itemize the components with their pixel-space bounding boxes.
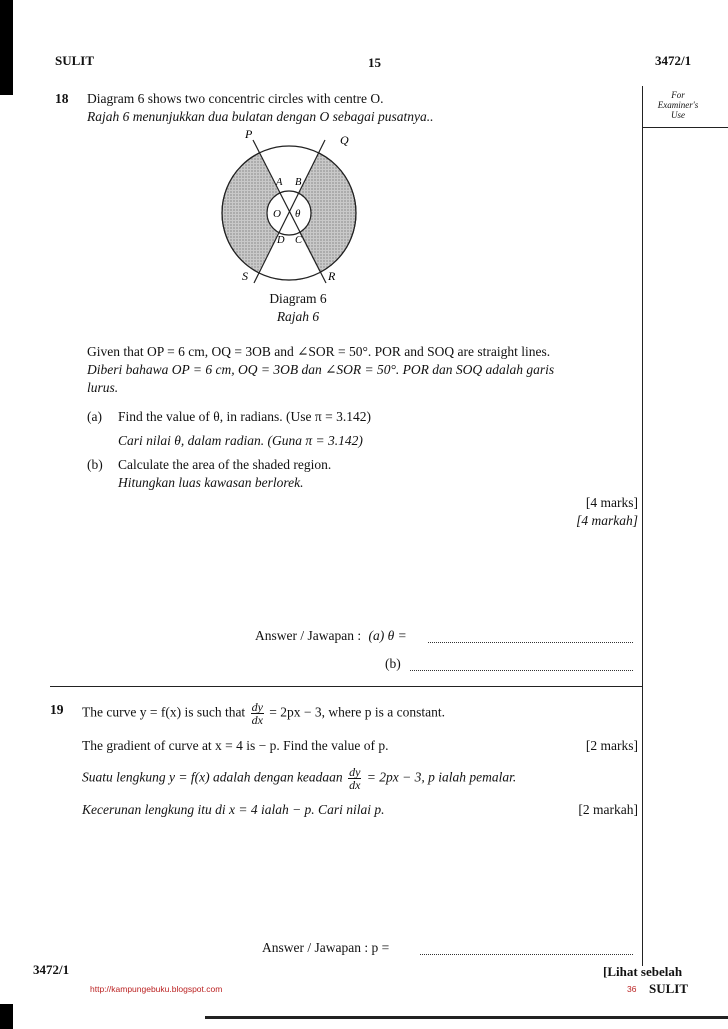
q18-given-my-1: Diberi bahawa OP = 6 cm, OQ = 3OB dan ∠SOR = 50°. POR dan SOQ adalah garis bbox=[87, 362, 555, 377]
q18-part-b-en: Calculate the area of the shaded region. bbox=[118, 457, 332, 472]
label-q: Q bbox=[340, 133, 349, 147]
dy-dx-fraction-my: $\frac{dy}{dx}$ bbox=[349, 765, 361, 792]
dy-dx-fraction: $\frac{dy}{dx}$ bbox=[251, 700, 263, 727]
q18-given-en: Given that OP = 6 cm, OQ = 3OB and ∠SOR = 50°. POR and SOQ are straight lines. bbox=[87, 344, 551, 359]
q18-answer-b-field[interactable] bbox=[410, 658, 633, 671]
q19-number: 19 bbox=[50, 702, 64, 717]
q18-number: 18 bbox=[55, 91, 69, 106]
q19-marks-my: [2 markah] bbox=[578, 802, 638, 817]
examiner-header-divider bbox=[642, 127, 728, 128]
label-d: D bbox=[277, 235, 285, 246]
diagram-caption-my: Rajah 6 bbox=[276, 309, 320, 324]
q18-part-a-my: Cari nilai θ, dalam radian. (Guna π = 3.142) bbox=[118, 433, 363, 448]
diagram-caption-en: Diagram 6 bbox=[269, 291, 327, 306]
examiner-column-border bbox=[642, 86, 643, 966]
q19-marks-en: [2 marks] bbox=[585, 738, 638, 753]
q19-line4: Kecerunan lengkung itu di x = 4 ialah − p. Cari nilai p. bbox=[82, 802, 385, 817]
footer-next-page: [Lihat sebelah bbox=[603, 964, 683, 979]
page-number: 15 bbox=[368, 55, 381, 70]
q18-part-b-label: (b) bbox=[87, 457, 103, 472]
binding-mark bbox=[0, 1004, 13, 1029]
q18-marks-en: [4 marks] bbox=[585, 495, 638, 510]
footer-code: 3472/1 bbox=[33, 962, 70, 977]
q19-answer-field[interactable] bbox=[420, 942, 633, 955]
q18-part-b-my: Hitungkan luas kawasan berlorek. bbox=[118, 475, 304, 490]
footer-sulit: SULIT bbox=[649, 981, 689, 996]
label-a: A bbox=[276, 177, 283, 188]
q19-line2: The gradient of curve at x = 4 is − p. Find the value of p. bbox=[82, 738, 389, 753]
q19-line1: The curve y = f(x) is such that $\frac{dy}{dx}$ = 2px − 3, where p is a constant. bbox=[82, 700, 445, 727]
header-sulit: SULIT bbox=[55, 53, 95, 68]
q18-intro-my: Rajah 6 menunjukkan dua bulatan dengan O sebagai pusatnya.. bbox=[87, 109, 434, 124]
label-r: R bbox=[328, 269, 336, 283]
q18-given-my-2: lurus. bbox=[87, 380, 119, 395]
label-p: P bbox=[245, 128, 253, 141]
paper-code: 3472/1 bbox=[655, 53, 692, 68]
footer-link[interactable]: http://kampungebuku.blogspot.com bbox=[90, 984, 223, 994]
q18-marks-my: [4 markah] bbox=[576, 513, 638, 528]
q18-answer-label: Answer / Jawapan : (a) θ = bbox=[255, 628, 407, 643]
q18-intro-en: Diagram 6 shows two concentric circles with centre O. bbox=[87, 91, 384, 106]
label-theta: θ bbox=[295, 208, 301, 220]
q18-part-a-label: (a) bbox=[87, 409, 102, 424]
footer-page-num: 36 bbox=[627, 984, 637, 994]
question-divider bbox=[50, 686, 642, 687]
footer-rule bbox=[205, 1016, 728, 1019]
label-o: O bbox=[273, 208, 281, 220]
q19-answer-label: Answer / Jawapan : p = bbox=[262, 940, 390, 955]
examiner-label: For Examiner's Use bbox=[657, 90, 699, 120]
q18-answer-b-label: (b) bbox=[385, 656, 401, 671]
q19-line3: Suatu lengkung y = f(x) adalah dengan keadaan $\frac{dy}{dx}$ = 2px − 3, p ialah pemalar. bbox=[82, 765, 517, 792]
label-b: B bbox=[295, 177, 302, 188]
q18-answer-a-field[interactable] bbox=[428, 630, 633, 643]
q18-part-a-en: Find the value of θ, in radians. (Use π = 3.142) bbox=[118, 409, 371, 424]
label-s: S bbox=[242, 269, 248, 283]
binding-mark bbox=[0, 0, 13, 95]
diagram-6 bbox=[200, 128, 380, 288]
label-c: C bbox=[295, 235, 303, 246]
